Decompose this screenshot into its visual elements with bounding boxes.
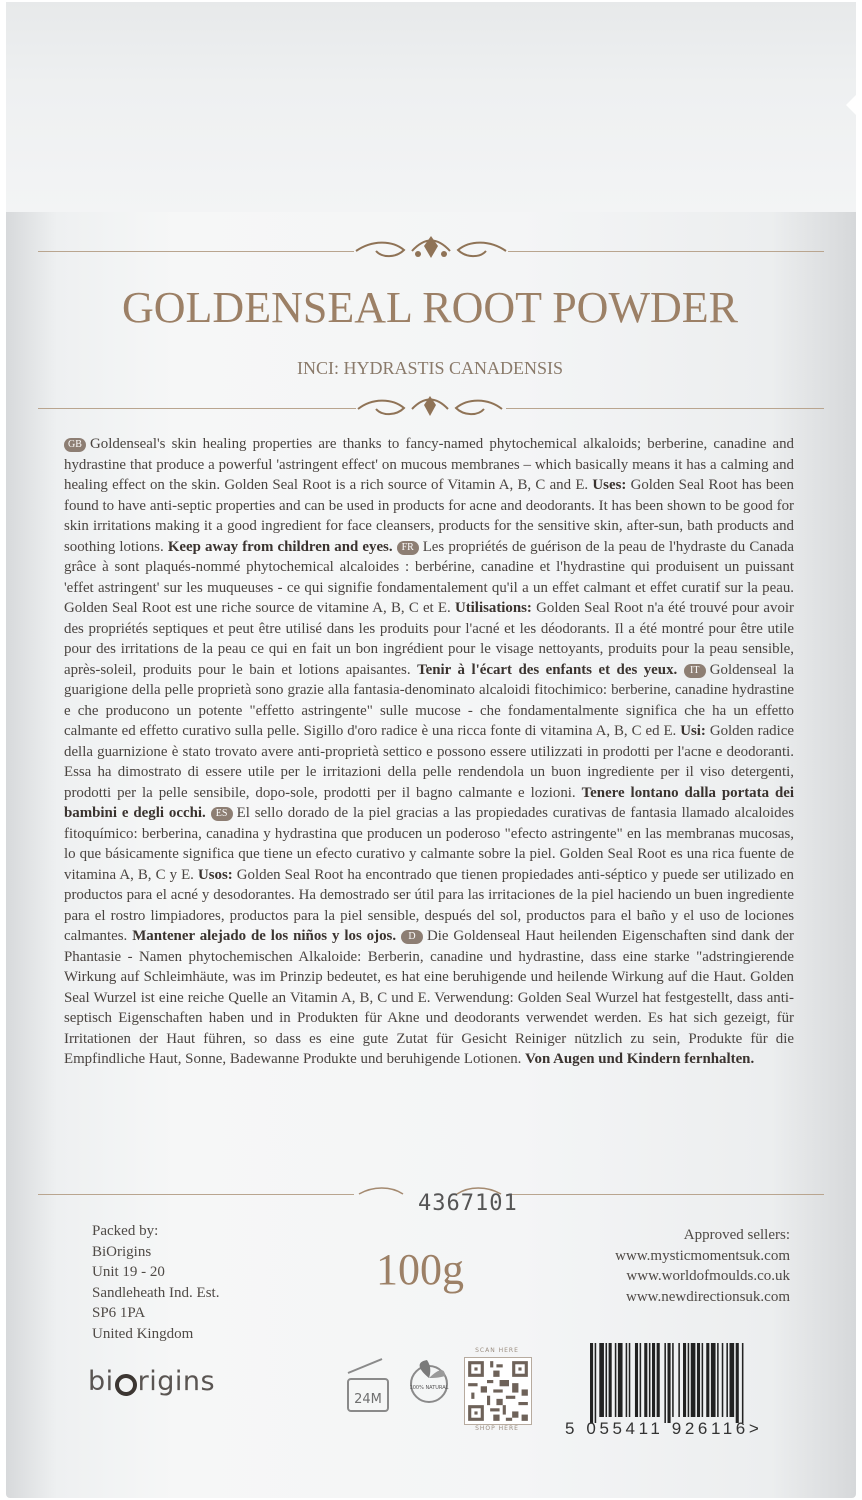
flourish-ornament-icon — [352, 232, 510, 268]
barcode-bar — [683, 1343, 686, 1417]
seller-site: www.newdirectionsuk.com — [626, 1288, 790, 1305]
barcode-bar — [717, 1343, 719, 1417]
seller-site: www.mysticmomentsuk.com — [615, 1247, 790, 1264]
packer-label: Packed by: — [92, 1223, 159, 1239]
divider-line — [508, 251, 824, 252]
uses-text-es: Golden Seal Root ha encontrado que tienen propiedades anti-séptico y puede ser utilizado en productos para el acné y desodorantes. Ha demostrado ser útil para las irritaciones de la piel haciendo un buen ingrediente para el rostro limpiadores, productos para la piel sensible, después del sol, productos para el baño y el uso de lociones calmantes. — [64, 866, 794, 944]
barcode-bar — [697, 1343, 700, 1417]
packer-line: SP6 1PA — [92, 1305, 146, 1321]
barcode-bar — [635, 1343, 638, 1417]
lang-badge-es: ES — [211, 807, 233, 821]
barcode-bar — [640, 1343, 642, 1417]
barcode-bar — [664, 1343, 666, 1423]
barcode-bar — [711, 1343, 716, 1417]
uses-label-fr: Utilisations: — [454, 600, 532, 616]
barcode-bar — [722, 1343, 724, 1417]
divider-line — [506, 408, 824, 409]
barcode-bar — [702, 1343, 704, 1417]
barcode-bar — [657, 1343, 660, 1417]
barcode-bar — [599, 1343, 604, 1417]
barcode-bar — [730, 1343, 735, 1417]
brand-logo: bi rigins — [88, 1366, 216, 1397]
approved-sellers — [530, 1225, 790, 1307]
barcode-bar — [668, 1343, 671, 1423]
divider-line — [38, 408, 356, 409]
description-gb: Goldenseal's skin healing properties are thanks to fancy-named phytochemical alkaloids; berberine, canadine and hydrastine that produce a powerful 'astringent effect' on mucous membranes – which basically means it has a calming and healing effect on the skin. Golden Seal Root is a rich source of Vitamin A, B, C and E. — [64, 436, 794, 493]
description-it: Goldenseal la guarigione della pelle proprietà sono grazie alla fantasia-denominato alcaloidi fitochimico: berberine, canadine hydrastine e che producono un potente "effetto astringente" sulle mucose - che fondamentalmente significa che ha un effetto calmante ed effetto curativo sulla pelle. Sigillo d'oro radice è una ricca fonte di vitamina A, B, C ed E. — [64, 661, 794, 739]
description-block — [64, 434, 794, 1194]
lang-badge-fr: FR — [397, 541, 419, 555]
description-fr: Les propriétés de guérison de la peau de l'hydraste du Canada grâce à sont plaqués-nommé phytochemical alcaloides : berbérine, canadine et l'hydrastine qui produisent un puissant 'effet astringent' sur les muqueuses - ce qui signifie fondamentalement qu'il a un effet calmant et effet curatif sur la peau. Golden Seal Root est une riche source de vitamine A, B, C et E. — [64, 538, 794, 616]
barcode-bar — [606, 1343, 608, 1417]
packer-address — [92, 1221, 219, 1344]
packer-line: BiOrigins — [92, 1243, 152, 1260]
barcode-bar — [706, 1343, 709, 1417]
uses-text-fr: Golden Seal Root n'a été trouvé pour avoir des propriétés septiques et peut être utilisé dans les produits pour l'acné et les déodorants. Il a été montré pour être utile pour des irritations de la peau ce qui en fait un bon ingrédient pour le visage nettoyants, produits pour la peau sensible, après-soleil, produits pour le bain et lotions apaisantes. — [64, 600, 794, 678]
barcode-bar — [652, 1343, 655, 1417]
inci-name: INCI: HYDRASTIS CANADENSIS — [296, 358, 564, 378]
qr-scan-label: SCAN HERE — [475, 1347, 519, 1354]
packer-line: Sandleheath Ind. Est. — [92, 1284, 220, 1301]
barcode-bar — [609, 1343, 612, 1417]
divider-line — [508, 1194, 824, 1195]
description-es: El sello dorado de la piel gracias a las propiedades curativas de fantasia llamado alcaloides fitoquímico: berberina, canadina y hydrastina que producen un poderoso "efecto astringente" en las membranas mucosas, lo que básicamente significa que tiene un efecto curativo y calmante sobre la piel. Golden Seal Root es una rica fuente de vitamina A, B, C y E. — [64, 805, 794, 883]
description-de: Die Goldenseal Haut heilenden Eigenschaften sind dank der Phantasie - Namen phytochemischen Alkaloide: Berberin, canadine und hydrastine, dass eine starke "adstringierende Wirkung auf Schleimhäute, was im Prinzip bedeutet, es hat eine beruhigende und heilende Wirkung auf die Haut. Golden Seal Wurzel ist eine reiche Quelle an Vitamin A, B, C und E. Verwendung: Golden Seal Wurzel hat festgestellt, dass anti-septisch Eigenschaften haben und in Produkten für Akne und deodorants verwendet werden. Es hat sich gezeigt, für Irritationen der Haut führen, so dass es eine gute Zutat für Gesicht Reiniger nützlich zu sein, Produkte für die Empfindliche Haut, Sonne, Badewanne Produkte und beruhigende Lotionen. — [64, 928, 794, 1067]
barcode-bar — [590, 1343, 593, 1423]
qr-code-block — [462, 1347, 532, 1435]
product-title: GOLDENSEAL ROOT POWDER — [122, 283, 738, 332]
divider-line — [38, 1194, 354, 1195]
net-weight: 100g — [376, 1245, 464, 1294]
shelf-life-jar-icon — [342, 1353, 394, 1415]
barcode-bar — [649, 1343, 651, 1417]
warning-es: Mantener alejado de los niños y los ojos. — [132, 928, 397, 944]
barcode-bar — [742, 1343, 744, 1423]
barcode-bar — [629, 1343, 631, 1417]
flourish-ornament-icon — [354, 392, 506, 424]
barcode — [588, 1341, 796, 1423]
barcode-bar — [726, 1343, 728, 1417]
lang-badge-it: IT — [684, 664, 706, 678]
uses-label-it: Usi: — [680, 723, 706, 739]
barcode-bar — [626, 1343, 628, 1417]
tear-notch — [846, 95, 856, 115]
logo-o-icon — [115, 1374, 137, 1396]
divider-line — [38, 251, 354, 252]
pouch-seal — [6, 2, 856, 212]
packer-line: United Kingdom — [92, 1325, 194, 1342]
barcode-number: 5 055411 926116> — [565, 1419, 763, 1438]
natural-leaf-icon — [405, 1358, 453, 1406]
barcode-bar — [672, 1343, 674, 1417]
qr-shop-label: SHOP HERE — [475, 1425, 519, 1432]
warning-gb: Keep away from children and eyes. — [167, 538, 393, 555]
seller-site: www.worldofmoulds.co.uk — [626, 1268, 790, 1284]
packer-line: Unit 19 - 20 — [92, 1264, 165, 1280]
lang-badge-gb: GB — [64, 438, 86, 452]
lang-badge-de: D — [401, 930, 423, 944]
qr-code-icon — [464, 1357, 532, 1425]
barcode-bar — [678, 1343, 680, 1417]
barcode-bar — [644, 1343, 647, 1417]
natural-text: 100% NATURAL — [409, 1385, 449, 1391]
barcode-bar — [595, 1343, 597, 1423]
warning-fr: Tenir à l'écart des enfants et des yeux. — [417, 661, 678, 678]
uses-text-gb: Golden Seal Root has been found to have anti-septic properties and can be used in products for acne and deodorants. It has been shown to be good for skin irritations making it a good ingredient for face cleansers, products for the sensitive skin, after-sun, bath products and soothing lotions. — [64, 477, 794, 555]
uses-label-es: Usos: — [197, 866, 233, 883]
barcode-bar — [691, 1343, 696, 1417]
warning-de: Von Augen und Kindern fernhalten. — [525, 1051, 755, 1067]
barcode-bar — [615, 1343, 617, 1417]
uses-text-it: Golden radice della guarnizione è stato trovato avere anti-proprietà settico e possono essere utilizzati in prodotti per l'acne e deodoranti. Essa ha dimostrato di essere utile per le irritazioni della pelle rendendola un buon ingrediente per il viso detergenti, prodotti per la pelle sensibile, dopo-sole, prodotti per il bagno calmante e lozioni. — [64, 723, 794, 801]
warning-it: Tenere lontano dalla portata dei bambini e degli occhi. — [64, 784, 794, 821]
sellers-label: Approved sellers: — [683, 1227, 790, 1243]
barcode-bar — [618, 1343, 623, 1417]
lot-number: 4367101 — [418, 1191, 518, 1216]
shelf-life-text: 24M — [354, 1392, 382, 1407]
barcode-bar — [736, 1343, 739, 1423]
barcode-bar — [688, 1343, 690, 1417]
uses-label-gb: Uses: — [592, 477, 627, 493]
